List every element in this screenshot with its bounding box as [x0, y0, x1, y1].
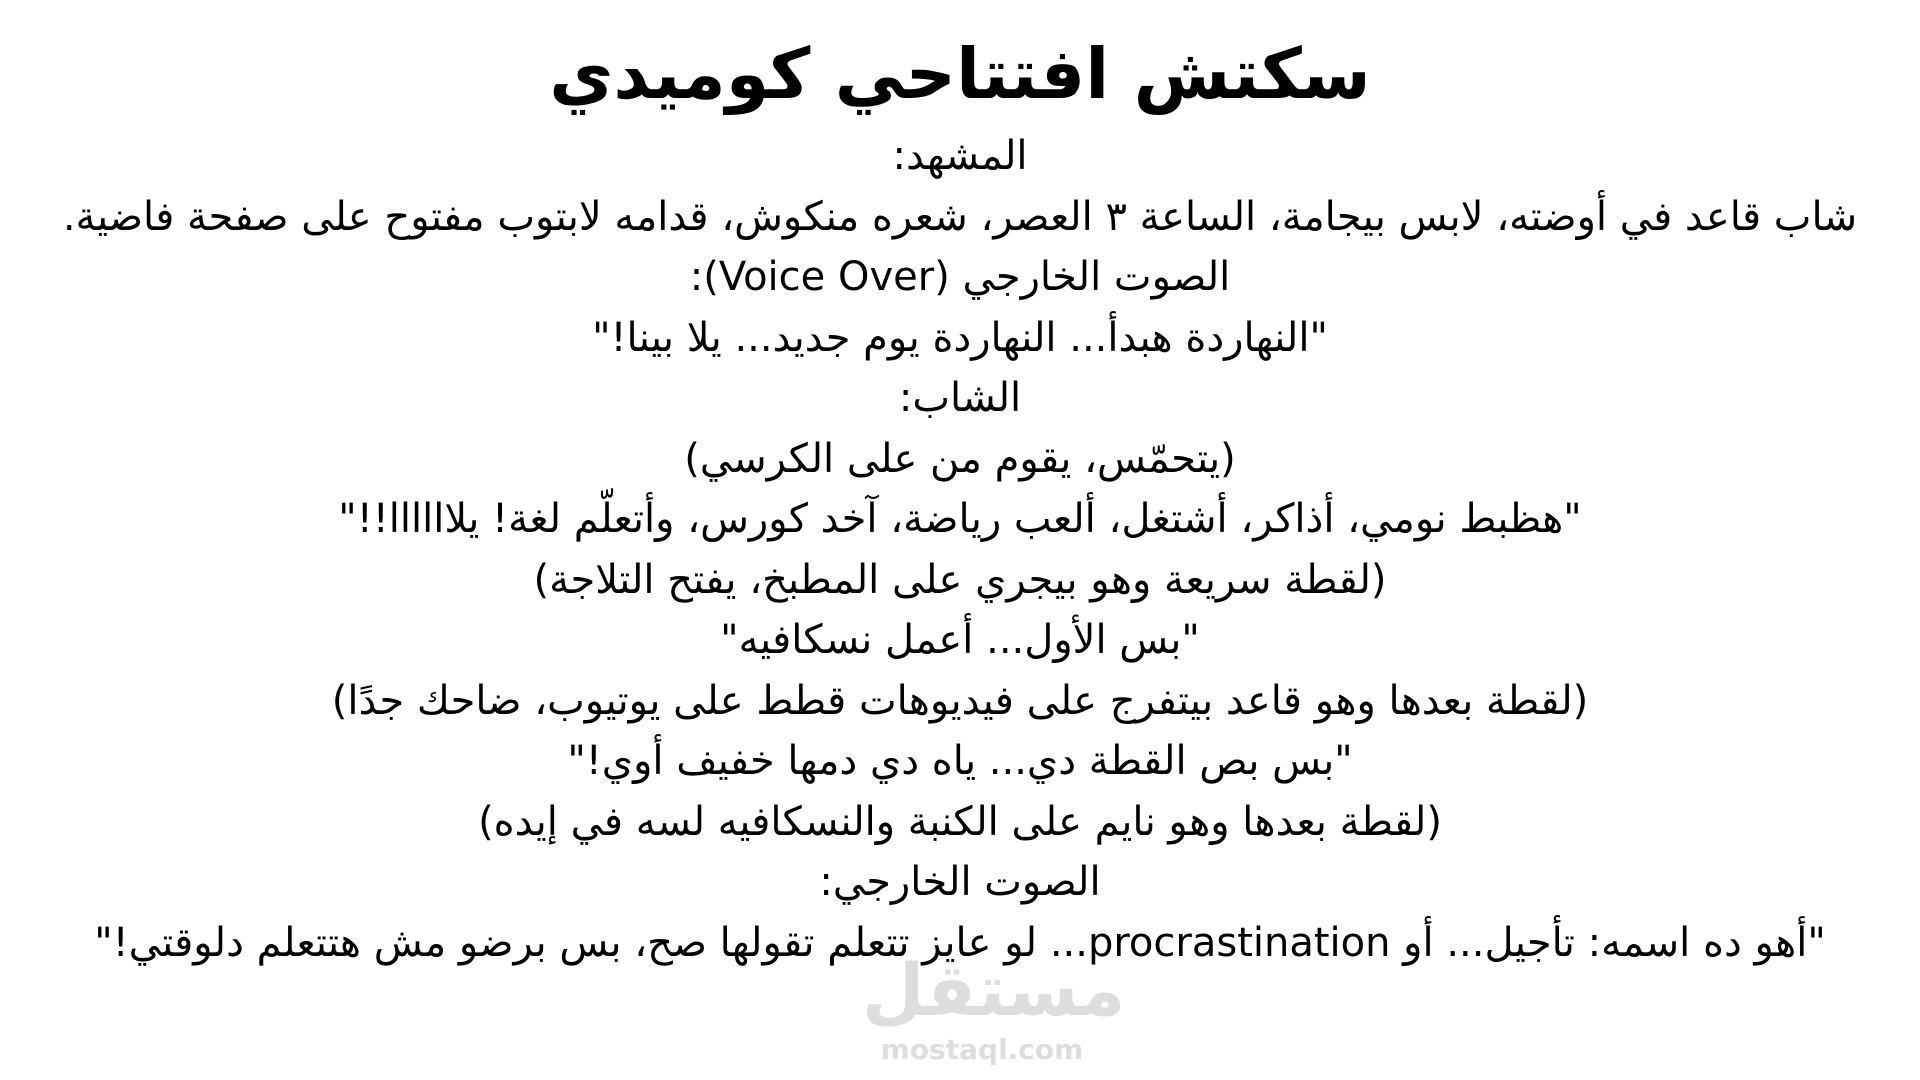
scene-label: المشهد:	[892, 133, 1028, 179]
dialogue-line: "هظبط نومي، أذاكر، أشتغل، ألعب رياضة، آخد كورس، وأتعلّم لغة! يلاااااا!!"	[338, 496, 1582, 542]
stage-direction: (لقطة بعدها وهو نايم على الكنبة والنسكافيه لسه في إيده)	[478, 798, 1442, 845]
dialogue-line: "بس بص القطة دي... ياه دي دمها خفيف أوي!"	[567, 738, 1353, 784]
stage-direction: (لقطة بعدها وهو قاعد بيتفرج على فيديوهات قطط على يوتيوب، ضاحك جدًا)	[331, 677, 1589, 724]
character-label: الشاب:	[898, 375, 1022, 421]
page-title: سكتش افتتاحي كوميدي	[549, 33, 1371, 115]
watermark-domain-text: mostaql.com	[880, 1033, 1084, 1066]
scene-description: شاب قاعد في أوضته، لابس بيجامة، الساعة ٣ العصر، شعره منكوش، قدامه لابتوب مفتوح على صفحة فاضية.	[62, 193, 1858, 240]
stage-direction: (يتحمّس، يقوم من على الكرسي)	[684, 435, 1236, 482]
voice-over-label: الصوت الخارجي (Voice Over):	[689, 254, 1231, 300]
voice-over-line: "أهو ده اسمه: تأجيل... أو procrastination... لو عايز تتعلم تقولها صح، بس برضو مش هتتعلم دلوقتي!"	[94, 919, 1826, 966]
dialogue-line: "بس الأول... أعمل نسكافيه"	[720, 617, 1200, 663]
watermark-logo-text: مستقل	[862, 948, 1126, 1032]
stage-direction: (لقطة سريعة وهو بيجري على المطبخ، يفتح التلاجة)	[533, 556, 1387, 603]
voice-over-line: "النهاردة هبدأ... النهاردة يوم جديد... يلا بينا!"	[592, 314, 1328, 361]
script-body	[40, 126, 1880, 973]
voice-over-label: الصوت الخارجي:	[819, 859, 1101, 905]
